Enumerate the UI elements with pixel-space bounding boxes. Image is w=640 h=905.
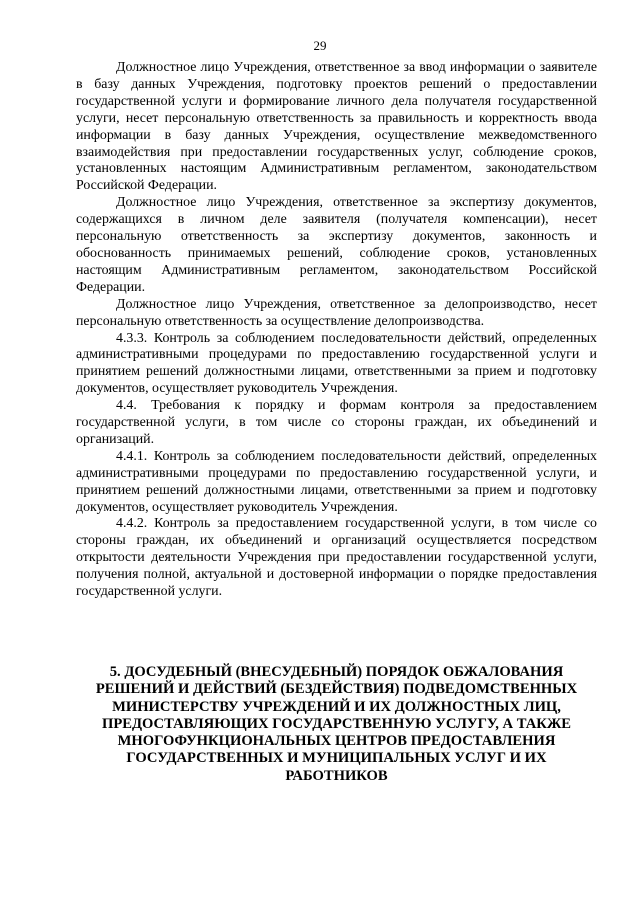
- section-5-heading: 5. ДОСУДЕБНЫЙ (ВНЕСУДЕБНЫЙ) ПОРЯДОК ОБЖАЛОВАНИЯ РЕШЕНИЙ И ДЕЙСТВИЙ (БЕЗДЕЙСТВИЯ) ПОДВЕДОМСТВЕННЫХ МИНИСТЕРСТВУ УЧРЕЖДЕНИЙ И ИХ ДОЛЖНОСТНЫХ ЛИЦ, ПРЕДОСТАВЛЯЮЩИХ ГОСУДАРСТВЕННУЮ УСЛУГУ, А ТАКЖЕ МНОГОФУНКЦИОНАЛЬНЫХ ЦЕНТРОВ ПРЕДОСТАВЛЕНИЯ ГОСУДАРСТВЕННЫХ И МУНИЦИПАЛЬНЫХ УСЛУГ И ИХ РАБОТНИКОВ: [95, 664, 578, 784]
- page-number: 29: [313, 38, 327, 53]
- body-text: [76, 60, 597, 601]
- paragraph-records-responsibility: Должностное лицо Учреждения, ответственное за делопроизводство, несет персональную ответственность за осуществление делопроизводства.: [76, 296, 597, 329]
- paragraph-4-4-2: 4.4.2. Контроль за предоставлением государственной услуги, в том числе со стороны граждан, их объединений и организаций осуществляется посредством открытости деятельности Учреждения при предоставлении государственной услуги, получения полной, актуальной и достоверной информации о порядке предоставления государственной услуги.: [76, 516, 597, 600]
- paragraph-4-4: 4.4. Требования к порядку и формам контроля за предоставлением государственной услуги, в том числе со стороны граждан, их объединений и организаций.: [76, 398, 597, 447]
- paragraph-4-4-1: 4.4.1. Контроль за соблюдением последовательности действий, определенных административными процедурами по предоставлению государственной услуги, и принятием решений должностными лицами, ответственными за прием и подготовку документов, осуществляет руководитель Учреждения.: [76, 448, 597, 515]
- paragraph-4-3-3: 4.3.3. Контроль за соблюдением последовательности действий, определенных административными процедурами по предоставлению государственной услуги и принятием решений должностными лицами, ответственными за прием и подготовку документов, осуществляет руководитель Учреждения.: [76, 330, 597, 397]
- paragraph-data-entry-responsibility: Должностное лицо Учреждения, ответственное за ввод информации о заявителе в базу данных Учреждения, подготовку проектов решений о предоставлении государственной услуги и формирование личного дела получателя государственной услуги, несет персональную ответственность за правильность и корректность ввода информации в базу данных Учреждения, осуществление межведомственного взаимодействия при предоставлении государственных услуг, соблюдение сроков, установленных настоящим Административным регламентом, законодательством Российской Федерации.: [76, 60, 597, 194]
- paragraph-expertise-responsibility: Должностное лицо Учреждения, ответственное за экспертизу документов, содержащихся в личном деле заявителя (получателя компенсации), несет персональную ответственность за экспертизу документов, законность и обоснованность принимаемых решений, соблюдение сроков, установленных настоящим Административным регламентом, законодательством Российской Федерации.: [76, 195, 597, 295]
